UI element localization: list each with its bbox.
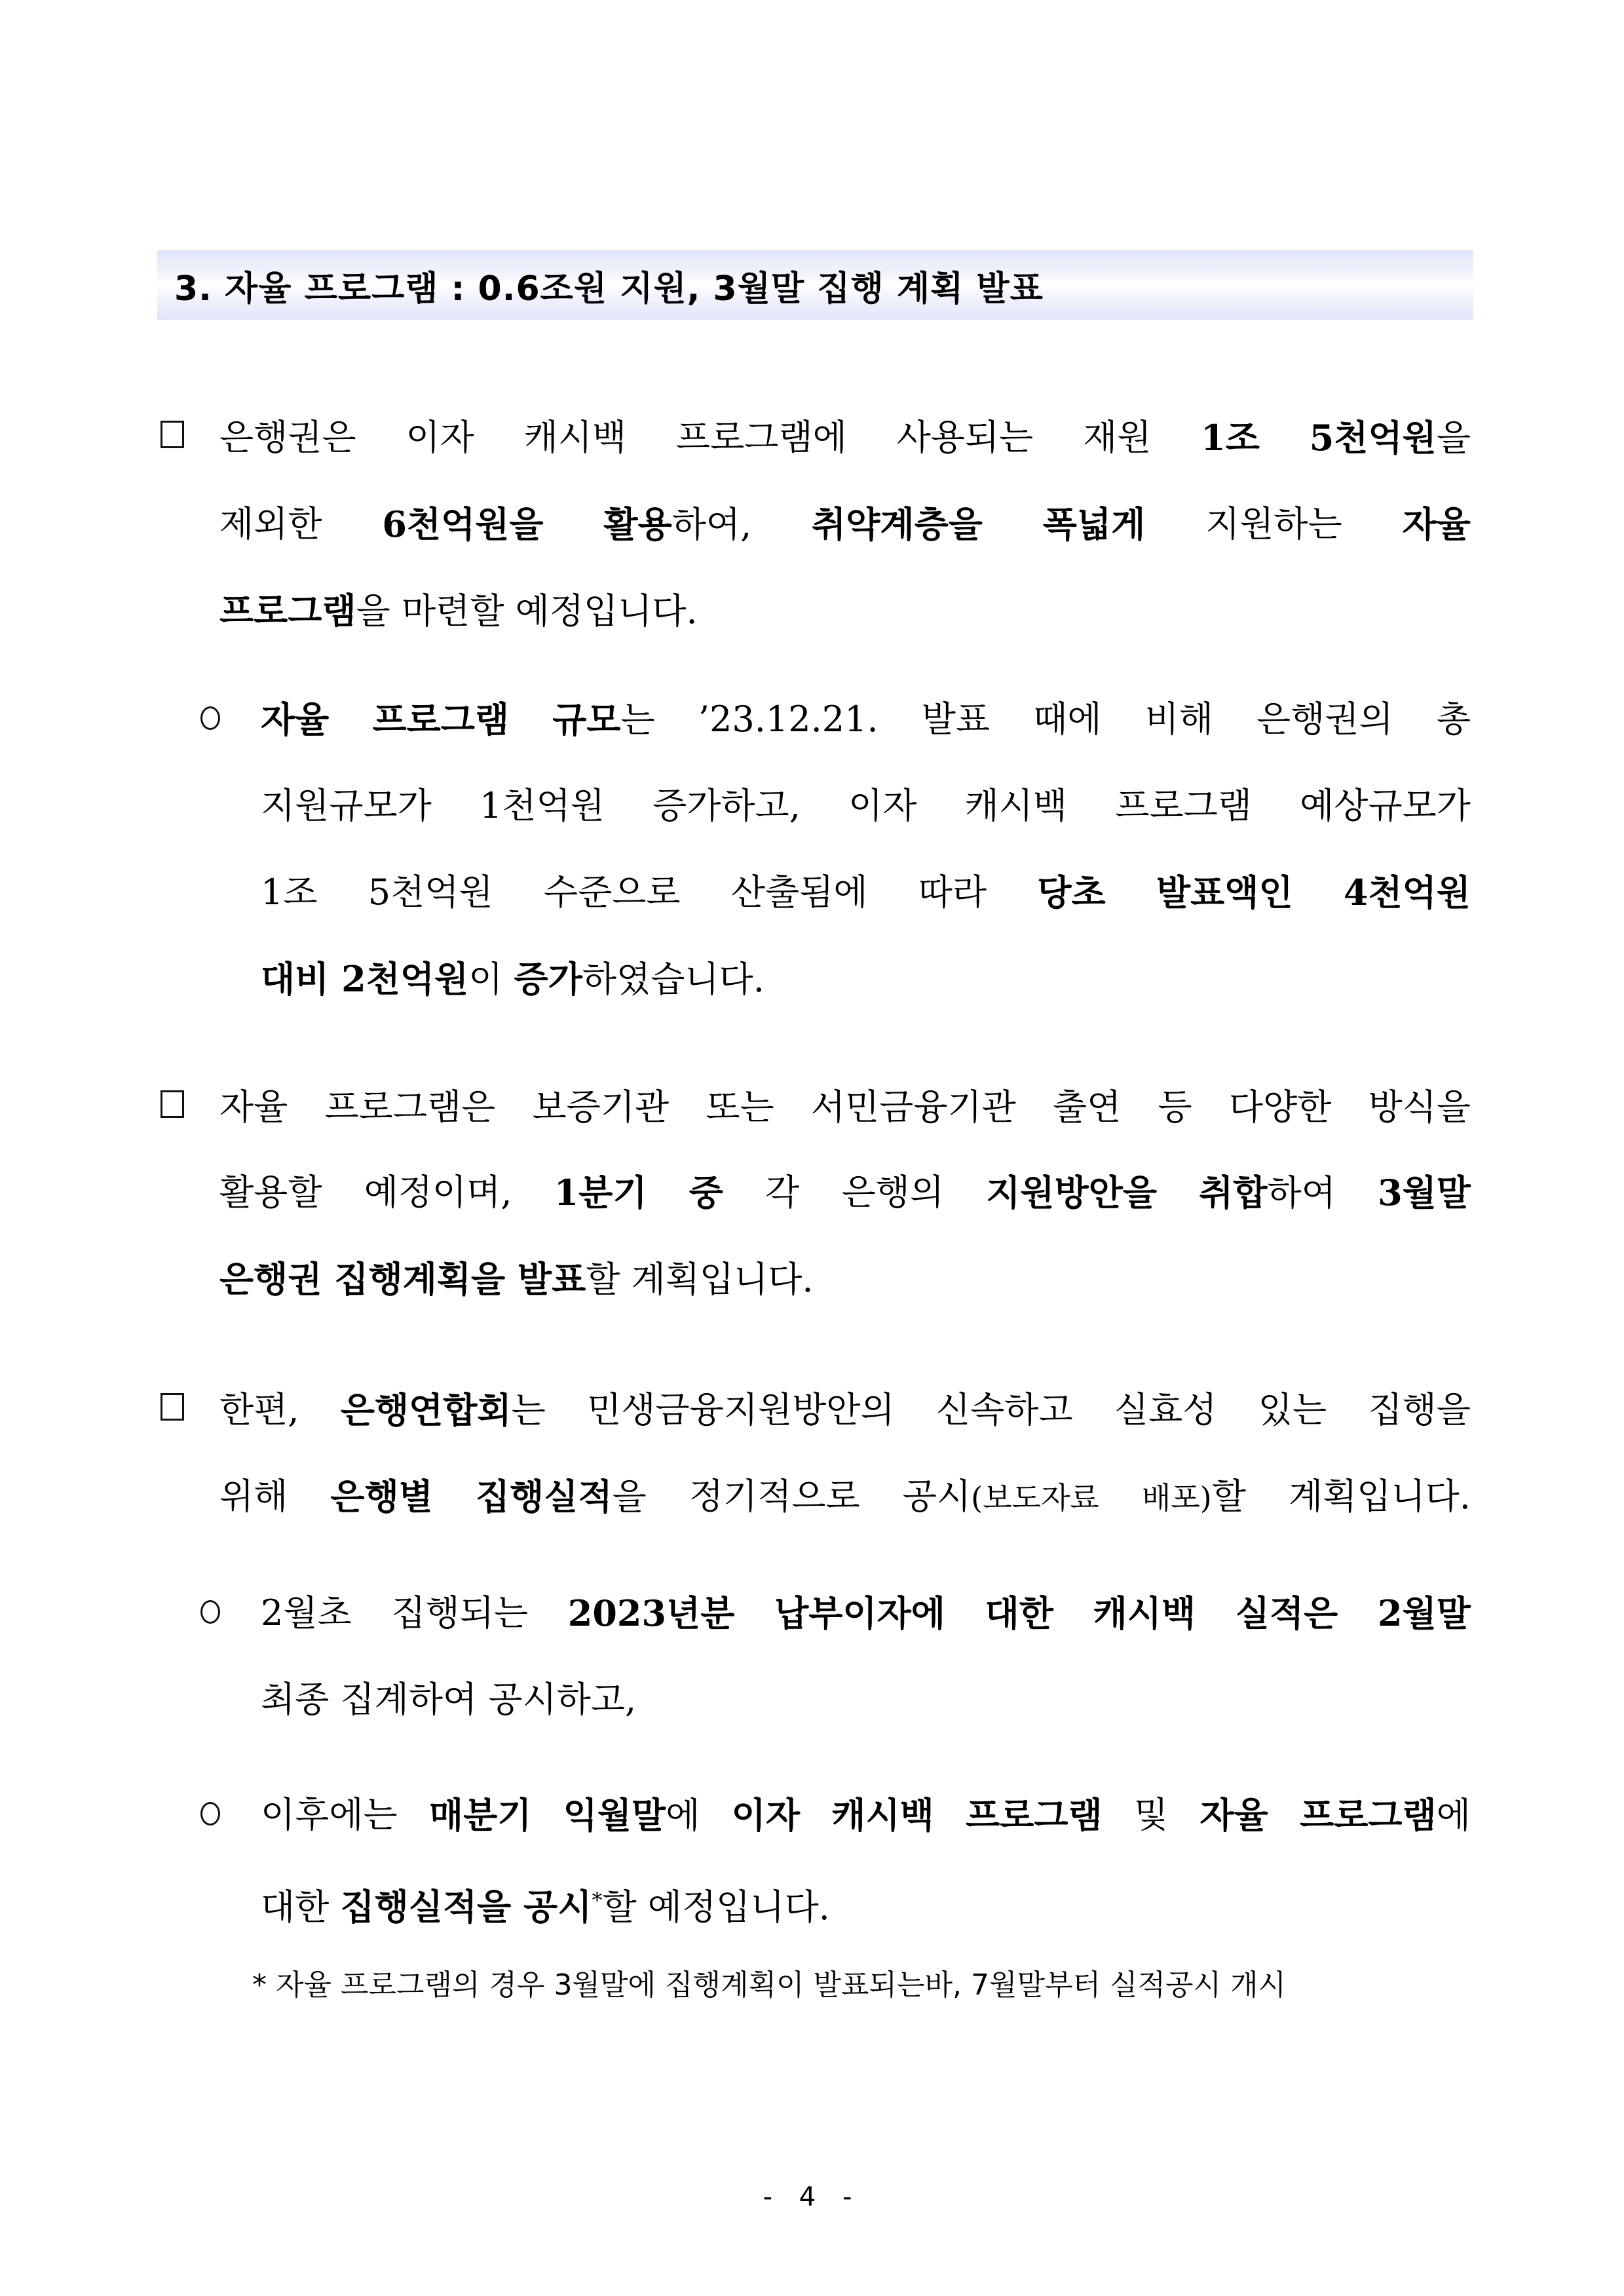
word: [1205, 503, 1342, 546]
text-run: 지원규모가: [261, 785, 432, 826]
word: [368, 871, 493, 915]
bold-text-run: 4천억원: [1343, 871, 1471, 913]
footnote: * 자율 프로그램의 경우 3월말에 집행계획이 발표되는바, 7월말부터 실적공시 개시: [252, 1968, 1286, 2002]
square-bullet-icon: [161, 1393, 184, 1421]
word: [1256, 698, 1393, 742]
bold-text-run: 집행실적: [475, 1476, 613, 1518]
paragraph-1-line-2: [219, 503, 1471, 546]
word: [1053, 1086, 1121, 1129]
text-run: 프로그램은: [324, 1086, 496, 1128]
bold-text-run: 자율: [261, 698, 330, 740]
word: [966, 1793, 1103, 1837]
text-run: 은행권은: [219, 417, 356, 458]
text-run: 프로그램: [1115, 785, 1252, 826]
text-run: 대한: [261, 1886, 341, 1928]
word: [382, 503, 543, 546]
text-run: 출연: [1052, 1086, 1122, 1128]
sub-bullet-2-line-2: [261, 1678, 636, 1721]
word: [831, 1793, 934, 1837]
sub-bullet-3-line-1: [261, 1793, 1471, 1837]
word: [587, 1388, 894, 1432]
word: [219, 503, 322, 546]
word: [219, 1475, 288, 1520]
text-run: 을: [1436, 417, 1471, 459]
word: [524, 416, 627, 460]
word: [325, 1086, 496, 1129]
text-run: 2월초: [261, 1592, 352, 1634]
word: [1368, 1388, 1471, 1432]
word: [1199, 1793, 1268, 1837]
text-run: 이자: [406, 417, 474, 458]
text-run: 재원: [1083, 417, 1152, 458]
word: [1158, 1086, 1192, 1129]
text-run: 1천억원: [480, 785, 605, 826]
word: [1369, 1086, 1471, 1129]
word: [774, 1592, 945, 1636]
bold-text-run: 은행연합회: [340, 1389, 512, 1431]
word: [261, 698, 329, 742]
word: [1300, 1793, 1471, 1837]
word: [533, 1086, 670, 1129]
word: [897, 416, 1034, 460]
text-run: 캐시백: [964, 785, 1068, 826]
text-run: 발표: [921, 698, 991, 740]
sub-bullet-1-line-2: [261, 784, 1471, 828]
word: [1300, 784, 1471, 828]
sub-bullet-3-line-2: [261, 1879, 830, 1929]
bold-text-run: 2023년분: [567, 1592, 735, 1634]
text-run: 할 계획입니다.: [586, 1259, 814, 1300]
text-run: 5천억원: [368, 871, 493, 913]
word: [811, 1086, 1016, 1129]
bold-text-run: 프로그램: [966, 1794, 1103, 1836]
word: [219, 1388, 299, 1432]
text-run: 1조: [261, 871, 318, 913]
paragraph-2-line-2: [219, 1171, 1471, 1215]
word: [765, 1171, 799, 1215]
sub-bullet-2-line-1: [261, 1592, 1471, 1636]
section-header: [157, 250, 1473, 320]
word: [1344, 871, 1471, 915]
word: [698, 698, 878, 742]
bold-text-run: 3월말: [1378, 1172, 1471, 1214]
word: [1142, 1475, 1246, 1520]
word: [1037, 871, 1105, 915]
text-run: 예상규모가: [1300, 785, 1471, 826]
text-run: 집행되는: [391, 1592, 529, 1634]
circle-bullet-icon: [200, 1600, 220, 1624]
text-run: 증가하고,: [652, 785, 801, 826]
text-run: 위해: [219, 1476, 288, 1517]
bold-text-run: 캐시백: [831, 1794, 934, 1836]
bold-text-run: 납부이자에: [774, 1592, 945, 1634]
text-run: 할 예정입니다.: [602, 1886, 830, 1928]
text-run: 때에: [1033, 698, 1102, 740]
word: [922, 698, 990, 742]
word: [544, 871, 681, 915]
word: [1083, 416, 1151, 460]
text-run: 제외한: [219, 503, 322, 545]
text-run: 민생금융지원방안의: [587, 1389, 895, 1430]
text-run: 하여: [1267, 1172, 1336, 1214]
word: [261, 784, 432, 828]
text-run: 을: [612, 1476, 647, 1518]
text-run: 정기적으로: [689, 1476, 860, 1517]
word: [1437, 698, 1471, 742]
text-run: 공시: [902, 1476, 972, 1517]
word: [568, 1592, 735, 1636]
text-run: 는: [511, 1390, 546, 1431]
bold-text-run: 매분기: [428, 1794, 532, 1836]
word: [261, 1592, 352, 1636]
text-run: 이: [468, 959, 514, 1000]
word: [261, 1793, 398, 1837]
text-run: 보증기관: [532, 1086, 670, 1128]
bold-text-run: 대한: [985, 1592, 1053, 1634]
text-run: 지원하는: [1205, 503, 1342, 545]
word: [903, 1475, 1099, 1520]
word: [1403, 503, 1471, 546]
word: [812, 503, 983, 546]
paragraph-3-line-2: [219, 1475, 1471, 1520]
word: [429, 1793, 532, 1837]
word: [1033, 698, 1101, 742]
bold-text-run: 자율: [1402, 503, 1471, 545]
text-run: 산출됨에: [730, 871, 868, 913]
page-number: - 4 -: [763, 2182, 861, 2212]
word: [1258, 1388, 1327, 1432]
bold-text-run: 실적은: [1235, 1592, 1338, 1634]
word: [406, 416, 474, 460]
word: [1378, 1171, 1471, 1215]
word: [1229, 1086, 1332, 1129]
text-run: 배포): [1141, 1480, 1212, 1516]
text-run: 최종 집계하여 공시하고,: [261, 1679, 637, 1720]
bold-text-run: 6천억원을: [382, 503, 544, 545]
paragraph-1-line-3: [219, 589, 698, 633]
text-run: 이후에는: [261, 1794, 398, 1835]
text-run: 예정이며,: [364, 1172, 512, 1213]
bold-text-run: 2월말: [1378, 1592, 1471, 1634]
text-run: 에: [1436, 1795, 1471, 1836]
square-bullet-icon: [161, 1090, 184, 1118]
paragraph-2-line-3: [219, 1257, 814, 1301]
bold-text-run: 활용: [603, 503, 672, 545]
word: [364, 1171, 512, 1215]
word: [1199, 1171, 1336, 1215]
sub-bullet-1-line-3: [261, 871, 1471, 915]
text-run: 등: [1158, 1086, 1192, 1128]
word: [1201, 416, 1260, 460]
bold-text-run: 지원방안을: [986, 1172, 1158, 1214]
word: [985, 1592, 1053, 1636]
bold-text-run: 캐시백: [1093, 1592, 1196, 1634]
word: [552, 698, 655, 742]
text-run: *: [592, 1888, 603, 1913]
word: [936, 1388, 1073, 1432]
text-run: 집행을: [1368, 1389, 1471, 1430]
word: [1378, 1592, 1471, 1636]
word: [652, 784, 801, 828]
sub-bullet-1-line-1: [261, 698, 1471, 742]
text-run: 계획입니다.: [1288, 1476, 1471, 1517]
word: [706, 1086, 774, 1129]
word: [676, 416, 847, 460]
word: [219, 416, 356, 460]
paragraph-1-line-1: [219, 416, 1471, 460]
text-run: 따라: [918, 871, 987, 913]
text-run: 다양한: [1228, 1086, 1332, 1128]
word: [1145, 698, 1213, 742]
bold-text-run: 집행실적을 공시: [340, 1886, 592, 1928]
text-run: 한편,: [219, 1389, 299, 1430]
word: [480, 784, 605, 828]
bold-text-run: 1분기: [554, 1172, 647, 1214]
text-run: 하여,: [671, 504, 752, 545]
text-run: 비해: [1144, 698, 1213, 740]
bold-text-run: 폭넓게: [1042, 503, 1146, 545]
text-run: 있는: [1258, 1389, 1327, 1430]
bold-text-run: 대비 2천억원: [261, 958, 469, 1000]
word: [732, 1793, 800, 1837]
word: [330, 1475, 433, 1520]
square-bullet-icon: [161, 421, 184, 448]
text-run: 서민금융기관: [810, 1086, 1016, 1128]
bold-text-run: 취합: [1199, 1172, 1268, 1214]
text-run: 자율: [219, 1086, 288, 1128]
word: [848, 784, 916, 828]
bold-text-run: 익월말: [563, 1794, 666, 1836]
text-run: 활용할: [219, 1172, 322, 1213]
text-run: 및: [1134, 1794, 1169, 1835]
bold-text-run: 프로그램: [219, 590, 356, 632]
word: [1043, 503, 1146, 546]
text-run: 는: [620, 699, 655, 740]
word: [1115, 784, 1252, 828]
word: [1134, 1793, 1168, 1837]
bold-text-run: 발표액인: [1156, 871, 1293, 913]
text-run: 은행권의: [1256, 698, 1393, 740]
word: [731, 871, 868, 915]
text-run: 실효성: [1114, 1389, 1217, 1430]
bold-text-run: 1조: [1201, 417, 1260, 459]
word: [1310, 416, 1471, 460]
text-run: (보도자료: [971, 1480, 1099, 1516]
text-run: 또는: [706, 1086, 774, 1128]
circle-bullet-icon: [200, 706, 220, 730]
bold-text-run: 규모: [552, 698, 621, 740]
word: [842, 1171, 945, 1215]
word: [689, 1475, 860, 1520]
text-run: 에: [666, 1795, 700, 1836]
bold-text-run: 이자: [731, 1794, 800, 1836]
word: [603, 503, 751, 546]
text-run: 이자: [848, 785, 917, 826]
word: [1236, 1592, 1338, 1636]
paragraph-3-line-1: [219, 1388, 1471, 1432]
text-run: 캐시백: [523, 417, 627, 458]
text-run: 사용되는: [896, 417, 1034, 458]
word: [563, 1793, 700, 1837]
text-run: 을 마련할 예정입니다.: [356, 590, 698, 632]
word: [372, 698, 509, 742]
circle-bullet-icon: [200, 1802, 220, 1826]
word: [554, 1171, 647, 1215]
text-run: 총: [1436, 698, 1471, 740]
word: [689, 1171, 723, 1215]
bold-text-run: 중: [689, 1172, 723, 1214]
word: [391, 1592, 528, 1636]
bold-text-run: 프로그램: [1300, 1794, 1437, 1836]
text-run: 각: [765, 1172, 800, 1213]
word: [261, 871, 318, 915]
bold-text-run: 자율: [1199, 1794, 1268, 1836]
text-run: 프로그램에: [675, 417, 847, 458]
bold-text-run: 5천억원: [1309, 417, 1437, 459]
word: [1114, 1388, 1217, 1432]
bold-text-run: 취약계층을: [812, 503, 983, 545]
word: [476, 1475, 647, 1520]
word: [1093, 1592, 1196, 1636]
word: [1156, 871, 1293, 915]
bold-text-run: 은행별: [330, 1476, 433, 1518]
word: [341, 1388, 546, 1432]
text-run: 신속하고: [935, 1389, 1073, 1430]
bold-text-run: 증가: [514, 958, 582, 1000]
text-run: 은행의: [841, 1172, 945, 1213]
text-run: ’23.12.21.: [698, 698, 878, 740]
section-title: 3. 자율 프로그램 : 0.6조원 지원, 3월말 집행 계획 발표: [174, 269, 1044, 309]
text-run: 하였습니다.: [582, 959, 765, 1000]
text-run: 수준으로: [543, 871, 681, 913]
paragraph-2-line-1: [219, 1086, 1471, 1129]
word: [1289, 1475, 1471, 1520]
word: [219, 1171, 322, 1215]
word: [918, 871, 987, 915]
bold-text-run: 프로그램: [372, 698, 510, 740]
bold-text-run: 당초: [1037, 871, 1106, 913]
word: [986, 1171, 1157, 1215]
text-run: 할: [1211, 1476, 1246, 1517]
word: [219, 1086, 288, 1129]
sub-bullet-1-line-4: [261, 957, 765, 1001]
word: [965, 784, 1068, 828]
text-run: 방식을: [1368, 1086, 1471, 1128]
bold-text-run: 은행권 집행계획을 발표: [219, 1258, 586, 1300]
